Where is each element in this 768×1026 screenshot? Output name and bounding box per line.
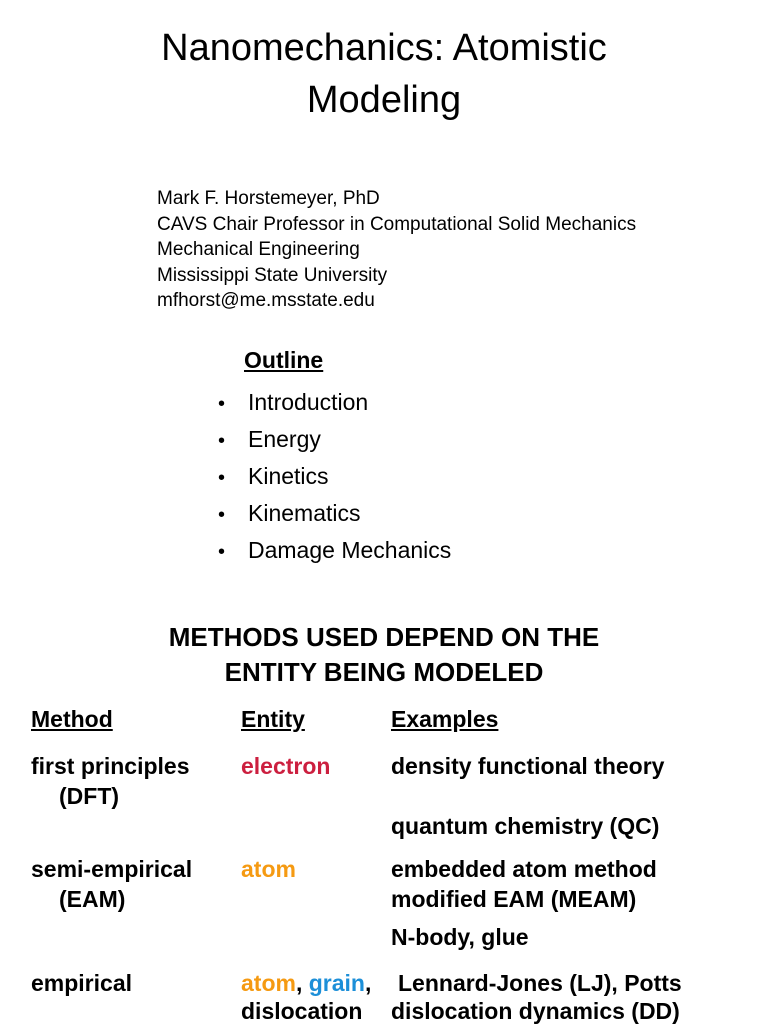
- outline-item: [218, 460, 451, 497]
- outline-item: [218, 497, 451, 534]
- row3-entity-sep-1: ,: [295, 970, 303, 996]
- row2-example-2: modified EAM (MEAM): [391, 886, 637, 912]
- header-method: Method: [31, 706, 113, 732]
- author-position: CAVS Chair Professor in Computational Solid Mechanics: [157, 213, 637, 235]
- row3-entity-dislocation: dislocation: [241, 998, 363, 1024]
- row3-entity-sep-2: ,: [364, 970, 372, 996]
- header-examples: Examples: [391, 706, 499, 732]
- row2-method: semi-empirical: [31, 856, 193, 882]
- outline-item: [218, 386, 451, 423]
- bullet-icon: •: [218, 393, 226, 415]
- outline-heading: Outline: [244, 347, 324, 373]
- outline-item: [218, 423, 451, 460]
- row3-entity-grain: grain: [308, 970, 365, 996]
- outline-item: [218, 534, 451, 571]
- section-heading-line-1: METHODS USED DEPEND ON THE: [168, 622, 600, 652]
- outline-item-label: Energy: [248, 426, 321, 452]
- outline-item-label: Kinetics: [248, 463, 329, 489]
- row1-method-abbrev: (DFT): [59, 783, 120, 809]
- row3-example-1: Lennard-Jones (LJ), Potts: [398, 970, 682, 996]
- row3-method: empirical: [31, 970, 132, 996]
- row1-example-1: density functional theory: [391, 753, 665, 779]
- row1-method: first principles: [31, 753, 190, 779]
- section-heading-line-2: ENTITY BEING MODELED: [224, 657, 544, 687]
- section-heading: [0, 620, 768, 690]
- row2-entity: atom: [241, 856, 296, 882]
- title-line-1: Nanomechanics: Atomistic: [161, 27, 607, 69]
- row2-example-3: N-body, glue: [391, 924, 529, 950]
- outline-item-label: Introduction: [248, 389, 369, 415]
- outline-item-label: Damage Mechanics: [248, 537, 452, 563]
- bullet-icon: •: [218, 430, 226, 452]
- bullet-icon: •: [218, 541, 226, 563]
- row1-entity: electron: [241, 753, 331, 779]
- outline-item-label: Kinematics: [248, 500, 361, 526]
- page-title: [0, 22, 768, 126]
- row2-method-abbrev: (EAM): [59, 886, 126, 912]
- bullet-icon: •: [218, 467, 226, 489]
- row3-entity-atom: atom: [241, 970, 296, 996]
- outline-list: [218, 386, 451, 571]
- author-university: Mississippi State University: [157, 264, 388, 286]
- author-block: [157, 186, 636, 314]
- row3-entity: [241, 968, 371, 998]
- row3-example-2: dislocation dynamics (DD): [391, 998, 680, 1024]
- row1-example-2: quantum chemistry (QC): [391, 813, 660, 839]
- title-line-2: Modeling: [306, 79, 462, 121]
- author-department: Mechanical Engineering: [157, 239, 360, 260]
- header-entity: Entity: [241, 706, 305, 732]
- author-name: Mark F. Horstemeyer, PhD: [157, 188, 380, 209]
- author-email: mfhorst@me.msstate.edu: [157, 290, 375, 311]
- bullet-icon: •: [218, 504, 226, 526]
- row2-example-1: embedded atom method: [391, 856, 657, 882]
